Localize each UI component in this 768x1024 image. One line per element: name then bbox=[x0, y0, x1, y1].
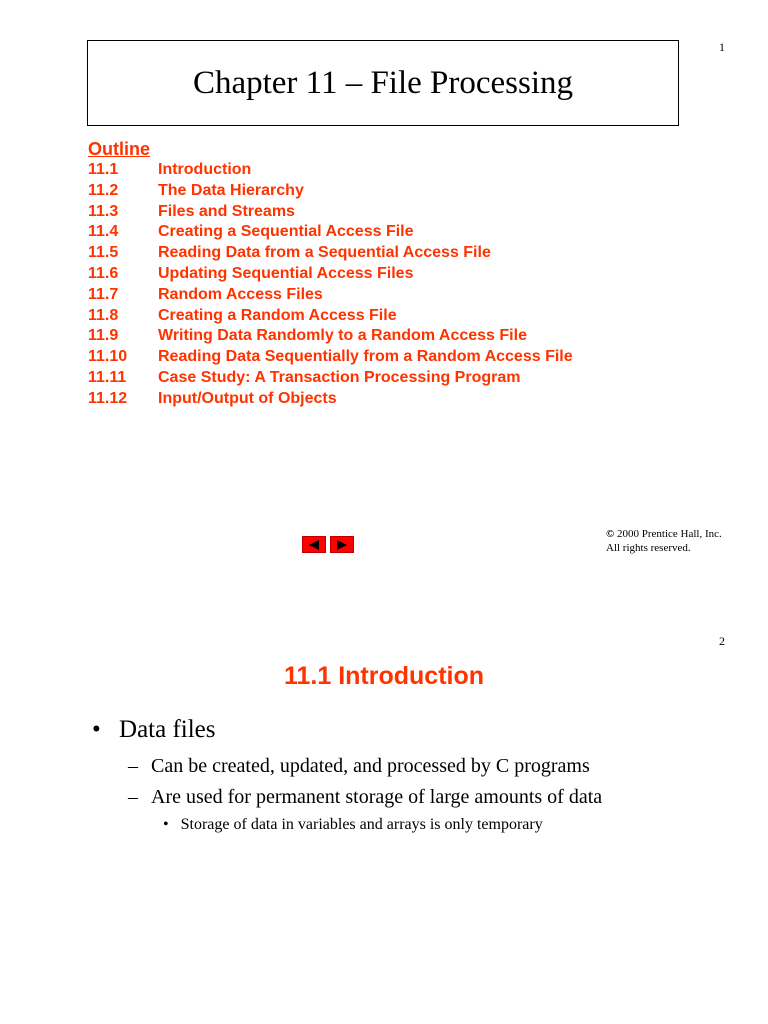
sub-sub-bullet-text: Storage of data in variables and arrays is only temporary bbox=[180, 816, 543, 833]
sub-bullet-1 bbox=[128, 755, 590, 778]
outline-list bbox=[88, 160, 573, 410]
outline-item-label: The Data Hierarchy bbox=[158, 181, 304, 199]
previous-slide-button[interactable] bbox=[302, 536, 326, 553]
outline bbox=[88, 138, 573, 410]
outline-item[interactable] bbox=[88, 181, 573, 202]
outline-item-label: Updating Sequential Access Files bbox=[158, 264, 414, 282]
bullet-marker: • bbox=[92, 716, 101, 743]
outline-item-number: 11.2 bbox=[88, 181, 119, 199]
outline-item-label: Writing Data Randomly to a Random Access File bbox=[158, 327, 527, 345]
copyright-icon: © bbox=[606, 528, 615, 540]
outline-item-number: 11.6 bbox=[88, 264, 119, 282]
page-number-2: 2 bbox=[719, 634, 725, 648]
outline-item[interactable] bbox=[88, 285, 573, 306]
outline-item-number: 11.12 bbox=[88, 389, 128, 407]
dash-marker: – bbox=[128, 786, 138, 808]
next-slide-button[interactable] bbox=[330, 536, 354, 553]
right-arrow-icon bbox=[336, 540, 348, 550]
outline-item[interactable] bbox=[88, 264, 573, 285]
bullet-data-files bbox=[92, 716, 216, 744]
outline-item-number: 11.10 bbox=[88, 348, 128, 366]
outline-item-number: 11.3 bbox=[88, 202, 119, 220]
sub-sub-bullet-1 bbox=[163, 816, 543, 834]
outline-item[interactable] bbox=[88, 347, 573, 368]
outline-item-number: 11.4 bbox=[88, 223, 119, 241]
dash-marker: – bbox=[128, 755, 138, 777]
outline-item-label: Reading Data from a Sequential Access File bbox=[158, 244, 491, 262]
outline-item-label: Random Access Files bbox=[158, 285, 323, 303]
bullet-text: Data files bbox=[119, 716, 216, 743]
outline-item-label: Input/Output of Objects bbox=[158, 389, 337, 407]
slide-title-text: Chapter 11 – File Processing bbox=[192, 64, 574, 101]
copyright-notice bbox=[606, 527, 722, 555]
outline-item-label: Files and Streams bbox=[158, 202, 295, 220]
slide-title bbox=[87, 40, 679, 126]
outline-item[interactable] bbox=[88, 306, 573, 327]
outline-heading: Outline bbox=[88, 139, 150, 159]
slide-navigation bbox=[302, 536, 354, 553]
outline-item[interactable] bbox=[88, 389, 573, 410]
copyright-line-1: 2000 Prentice Hall, Inc. bbox=[616, 528, 722, 540]
section-title: 11.1 Introduction bbox=[283, 662, 485, 690]
outline-item-label: Creating a Random Access File bbox=[158, 306, 397, 324]
outline-item[interactable] bbox=[88, 368, 573, 389]
outline-item[interactable] bbox=[88, 243, 573, 264]
outline-item-label: Introduction bbox=[158, 161, 252, 178]
outline-item-number: 11.9 bbox=[88, 327, 119, 345]
sub-bullet-text: Can be created, updated, and processed by C programs bbox=[151, 755, 590, 777]
outline-item[interactable] bbox=[88, 160, 573, 181]
outline-item[interactable] bbox=[88, 202, 573, 223]
sub-bullet-text: Are used for permanent storage of large amounts of data bbox=[151, 786, 603, 808]
outline-item-label: Case Study: A Transaction Processing Program bbox=[158, 368, 521, 386]
bullet-marker: • bbox=[163, 816, 169, 833]
page-number-1: 1 bbox=[719, 40, 725, 54]
outline-item[interactable] bbox=[88, 222, 573, 243]
outline-item-number: 11.11 bbox=[88, 368, 127, 386]
outline-item-number: 11.7 bbox=[88, 285, 119, 303]
copyright-line-2: All rights reserved. bbox=[606, 542, 691, 554]
outline-item-label: Creating a Sequential Access File bbox=[158, 223, 414, 241]
outline-item[interactable] bbox=[88, 326, 573, 347]
outline-item-number: 11.5 bbox=[88, 244, 119, 262]
outline-item-label: Reading Data Sequentially from a Random Access File bbox=[158, 348, 573, 366]
left-arrow-icon bbox=[308, 540, 320, 550]
outline-item-number: 11.8 bbox=[88, 306, 119, 324]
sub-bullet-2 bbox=[128, 786, 602, 809]
outline-item-number: 11.1 bbox=[88, 161, 119, 178]
